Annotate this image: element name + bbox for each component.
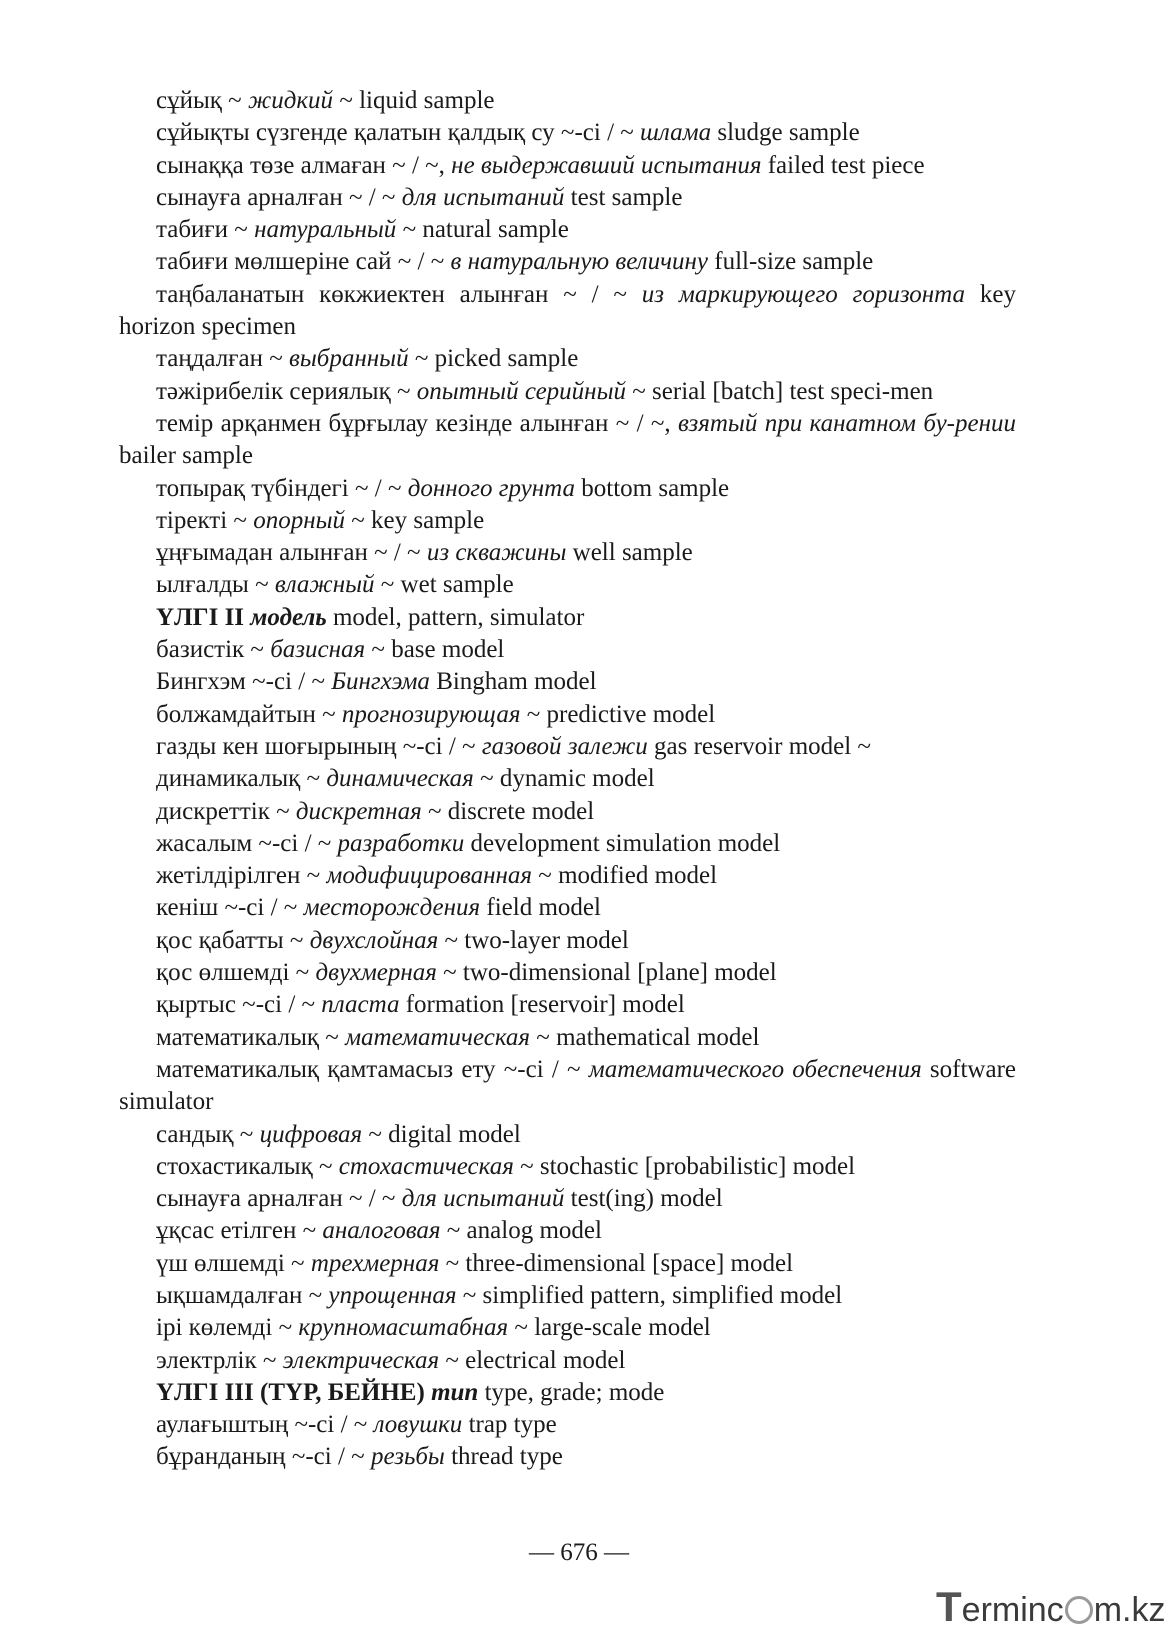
- dictionary-entry: [119, 1119, 1016, 1151]
- entry-text: Bingham model: [429, 668, 597, 696]
- russian-term: двухслойная: [309, 926, 439, 954]
- dictionary-entry: [119, 279, 1016, 344]
- entry-text: ~ electrical model: [439, 1346, 626, 1374]
- entry-text: ~ digital model: [362, 1120, 521, 1148]
- dictionary-entry: [119, 1377, 1016, 1409]
- watermark-t-letter: T: [936, 1583, 962, 1630]
- dictionary-entry: [119, 505, 1016, 537]
- headword: модель: [250, 603, 327, 631]
- entry-text: model, pattern, simulator: [326, 603, 585, 631]
- entry-text: gas reservoir model ~: [647, 732, 871, 760]
- entry-text: full-size sample: [708, 248, 874, 276]
- russian-term: прогнозирующая: [341, 700, 521, 728]
- entry-text: қос өлшемді ~: [156, 959, 316, 987]
- entry-text: ұңғымадан алынған ~ / ~: [156, 539, 427, 567]
- entry-text: дискреттік ~: [156, 797, 296, 825]
- russian-term: цифровая: [259, 1120, 363, 1148]
- entry-text: ~ predictive model: [520, 700, 716, 728]
- entry-text: сынаққа төзе алмаған ~ / ~,: [156, 151, 452, 179]
- russian-term: опорный: [253, 506, 346, 534]
- entry-text: қос қабатты ~: [156, 926, 310, 954]
- dictionary-entry: [119, 1441, 1016, 1473]
- dictionary-entry: [119, 699, 1016, 731]
- dictionary-entry: [119, 473, 1016, 505]
- entry-text: тәжірибелік сериялық ~: [156, 377, 417, 405]
- russian-term: дискретная: [295, 797, 422, 825]
- entry-text: type, grade; mode: [478, 1378, 665, 1406]
- entry-text: ~ two-layer model: [438, 926, 629, 954]
- dictionary-entry: [119, 1151, 1016, 1183]
- entry-text: аулағыштың ~-сі / ~: [156, 1411, 374, 1439]
- headword: ҮЛГІ III (ТҮР, БЕЙНЕ): [156, 1378, 432, 1406]
- dictionary-entry: [119, 537, 1016, 569]
- entry-text: field model: [480, 894, 601, 922]
- dictionary-entry: [119, 343, 1016, 375]
- entry-text: сұйықты сүзгенде қалатын қалдық су ~-сі / ~: [156, 119, 641, 147]
- entry-text: trap type: [462, 1411, 557, 1439]
- entry-text: ірі көлемді ~: [156, 1314, 299, 1342]
- russian-term: резьбы: [370, 1443, 445, 1471]
- russian-term: донного грунта: [407, 474, 575, 502]
- entry-text: қыртыс ~-сі / ~: [156, 991, 322, 1019]
- entry-text: таңбаланатын көкжиектен алынған ~ / ~: [156, 280, 642, 308]
- dictionary-entry: [119, 860, 1016, 892]
- headword: тип: [431, 1378, 479, 1406]
- russian-term: ловушки: [373, 1411, 463, 1439]
- russian-term: в натуральную величину: [450, 248, 709, 276]
- russian-term: математическая: [345, 1023, 531, 1051]
- entry-text: ~ natural sample: [396, 216, 569, 244]
- entry-text: сынауға арналған ~ / ~: [156, 183, 402, 211]
- russian-term: двухмерная: [315, 959, 437, 987]
- russian-term: электрическая: [282, 1346, 440, 1374]
- dictionary-entry: [119, 666, 1016, 698]
- entry-text: failed test piece: [761, 151, 925, 179]
- entry-text: ~ analog model: [440, 1217, 602, 1245]
- russian-term: стохастическая: [338, 1152, 514, 1180]
- entry-text: ~ large-scale model: [508, 1314, 711, 1342]
- dictionary-entry: [119, 828, 1016, 860]
- russian-term: шлама: [640, 119, 712, 147]
- dictionary-entry: [119, 1409, 1016, 1441]
- dictionary-entry: [119, 1280, 1016, 1312]
- entry-text: тіректі ~: [156, 506, 254, 534]
- entry-text: бұранданың ~-сі / ~: [156, 1443, 371, 1471]
- entry-text: ~ simplified pattern, simplified model: [456, 1281, 843, 1309]
- dictionary-entry: [119, 763, 1016, 795]
- entry-text: bailer sample: [119, 442, 253, 470]
- entry-text: ~ wet sample: [374, 571, 514, 599]
- entry-text: табиғи ~: [156, 216, 255, 244]
- russian-term: упрощенная: [328, 1281, 457, 1309]
- russian-term: аналоговая: [322, 1217, 441, 1245]
- entry-text: сандық ~: [156, 1120, 260, 1148]
- entry-text: таңдалған ~: [156, 345, 289, 373]
- entry-text: жетілдірілген ~: [156, 862, 327, 890]
- russian-term: математического обеспечения: [588, 1055, 922, 1083]
- entry-text: ~ liquid sample: [333, 87, 495, 114]
- entry-text: formation [reservoir] model: [399, 991, 685, 1019]
- russian-term: из скважины: [426, 539, 567, 567]
- entry-text: key horizon specimen: [119, 280, 1016, 341]
- entry-text: thread type: [444, 1443, 563, 1471]
- watermark-text-2: m.kz: [1093, 1591, 1165, 1629]
- watermark-circle-icon: [1065, 1596, 1093, 1624]
- entry-text: кеніш ~-сі / ~: [156, 894, 304, 922]
- russian-term: для испытаний: [401, 1185, 565, 1213]
- entry-text: болжамдайтын ~: [156, 700, 342, 728]
- dictionary-entry: [119, 796, 1016, 828]
- entry-text: ~ key sample: [345, 506, 485, 534]
- russian-term: трехмерная: [310, 1249, 440, 1277]
- dictionary-entry: [119, 376, 1016, 408]
- page-number: — 676 —: [529, 1539, 629, 1566]
- dictionary-entry: [119, 602, 1016, 634]
- russian-term: месторождения: [303, 894, 481, 922]
- entry-text: стохастикалық ~: [156, 1152, 339, 1180]
- entry-text: ~ three-dimensional [space] model: [439, 1249, 794, 1277]
- dictionary-entry: [119, 182, 1016, 214]
- entry-text: ықшамдалған ~: [156, 1281, 329, 1309]
- entry-text: software simulator: [119, 1055, 1017, 1116]
- entry-text: топырақ түбіндегі ~ / ~: [156, 474, 408, 502]
- entry-text: үш өлшемді ~: [156, 1249, 311, 1277]
- entry-text: ылғалды ~: [156, 571, 275, 599]
- russian-term: натуральный: [254, 216, 397, 244]
- dictionary-entry: [119, 150, 1016, 182]
- russian-term: из маркирующего горизонта: [641, 280, 966, 308]
- russian-term: выбранный: [288, 345, 409, 373]
- dictionary-entry: [119, 1183, 1016, 1215]
- entry-text: ~ discrete model: [421, 797, 595, 825]
- dictionary-entry: [119, 85, 1016, 117]
- dictionary-entry: [119, 634, 1016, 666]
- entry-text: ~ dynamic model: [473, 765, 655, 793]
- russian-term: жидкий: [247, 87, 334, 114]
- dictionary-entry: [119, 1248, 1016, 1280]
- russian-term: Бингхэма: [331, 668, 430, 696]
- dictionary-entry: [119, 1054, 1016, 1119]
- dictionary-entry: [119, 892, 1016, 924]
- entry-text: математикалық ~: [156, 1023, 346, 1051]
- russian-term: крупномасштабная: [298, 1314, 509, 1342]
- russian-term: опытный серийный: [416, 377, 627, 405]
- russian-term: газовой залежи: [481, 732, 648, 760]
- dictionary-entry: [119, 957, 1016, 989]
- russian-term: не выдержавший испытания: [451, 151, 762, 179]
- russian-term: пласта: [321, 991, 400, 1019]
- entry-text: ~ base model: [365, 636, 505, 664]
- dictionary-entry: [119, 246, 1016, 278]
- russian-term: разработки: [337, 829, 465, 857]
- russian-term: базисная: [270, 636, 366, 664]
- headword: ҮЛГІ II: [156, 603, 251, 631]
- russian-term: взятый при канатном бу-рении: [677, 409, 1016, 437]
- dictionary-entry: [119, 117, 1016, 149]
- entry-text: электрлік ~: [156, 1346, 283, 1374]
- russian-term: динамическая: [326, 765, 474, 793]
- entry-text: табиғи мөлшеріне сай ~ / ~: [156, 248, 451, 276]
- dictionary-entry: [119, 731, 1016, 763]
- entry-text: bottom sample: [575, 474, 730, 502]
- entry-text: sludge sample: [711, 119, 860, 147]
- dictionary-entry: [119, 925, 1016, 957]
- entry-text: test(ing) model: [564, 1185, 723, 1213]
- dictionary-entry: [119, 1345, 1016, 1377]
- entry-text: ~ stochastic [probabilistic] model: [513, 1152, 856, 1180]
- russian-term: модифицированная: [326, 862, 533, 890]
- dictionary-entry: [119, 1312, 1016, 1344]
- dictionary-entry: [119, 1022, 1016, 1054]
- russian-term: влажный: [274, 571, 375, 599]
- entry-text: ~ picked sample: [408, 345, 579, 373]
- dictionary-entries: [119, 85, 1016, 1474]
- entry-text: ~ mathematical model: [530, 1023, 760, 1051]
- dictionary-entry: [119, 1215, 1016, 1247]
- entry-text: математикалық қамтамасыз ету ~-сі / ~: [156, 1055, 589, 1083]
- entry-text: ~ serial [batch] test speci-men: [626, 377, 934, 405]
- dictionary-entry: [119, 214, 1016, 246]
- entry-text: жасалым ~-сі / ~: [156, 829, 338, 857]
- entry-text: темір арқанмен бұрғылау кезінде алынған ~ / ~,: [156, 409, 678, 437]
- dictionary-entry: [119, 989, 1016, 1021]
- entry-text: ұқсас етілген ~: [156, 1217, 323, 1245]
- entry-text: сынауға арналған ~ / ~: [156, 1185, 402, 1213]
- entry-text: базистік ~: [156, 636, 271, 664]
- watermark-logo: [936, 1583, 1165, 1630]
- entry-text: ~ modified model: [532, 862, 718, 890]
- entry-text: сұйық ~: [156, 87, 248, 114]
- russian-term: для испытаний: [401, 183, 565, 211]
- dictionary-entry: [119, 569, 1016, 601]
- entry-text: газды кен шоғырының ~-сі / ~: [156, 732, 482, 760]
- entry-text: development simulation model: [464, 829, 781, 857]
- entry-text: динамикалық ~: [156, 765, 327, 793]
- dictionary-entry: [119, 408, 1016, 473]
- entry-text: ~ two-dimensional [plane] model: [436, 959, 777, 987]
- watermark-text-1: erminc: [961, 1591, 1064, 1629]
- entry-text: Бингхэм ~-сі / ~: [156, 668, 332, 696]
- entry-text: test sample: [564, 183, 683, 211]
- entry-text: well sample: [566, 539, 693, 567]
